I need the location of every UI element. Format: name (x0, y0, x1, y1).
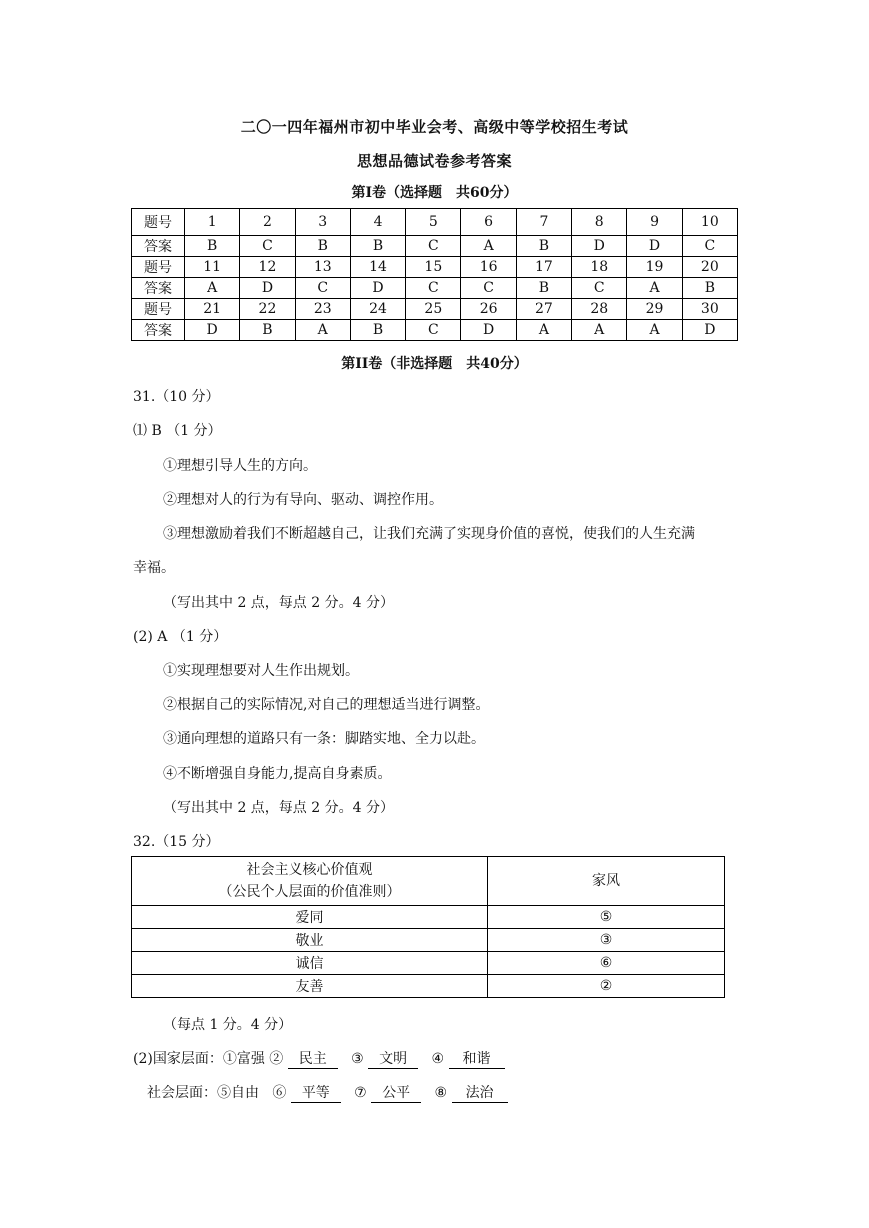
answer-table-row (132, 236, 738, 257)
answer-cell: A (461, 236, 516, 257)
answer-cell: A (516, 320, 571, 341)
choice-answer-table (131, 208, 738, 341)
family-style-cell: ⑥ (488, 952, 725, 975)
answer-table-row (132, 209, 738, 236)
q31-part1-answer: ⑴ B （1 分） (133, 423, 222, 439)
question-number-cell: 19 (627, 257, 682, 278)
question-number-cell: 28 (572, 299, 627, 320)
question-number-cell: 8 (572, 209, 627, 236)
q32-header: 32.（15 分） (133, 834, 220, 850)
answer-cell: B (185, 236, 240, 257)
answer-cell: B (295, 236, 350, 257)
question-number-cell: 27 (516, 299, 571, 320)
answer-table-row (132, 257, 738, 278)
answer-cell: D (682, 320, 737, 341)
q31-p1-item: 幸福。 (133, 560, 175, 576)
answer-cell: A (627, 320, 682, 341)
values-column-header: 社会主义核心价值观 （公民个人层面的价值准则） (132, 857, 488, 906)
answer-cell: C (461, 278, 516, 299)
answer-table-row (132, 299, 738, 320)
answer-cell: A (627, 278, 682, 299)
q32-society-level-line: 社会层面：⑤自由 ⑥ 平等 ⑦ 公平 ⑧ 法治 (147, 1082, 508, 1103)
answer-cell: B (350, 236, 405, 257)
question-number-cell: 12 (240, 257, 295, 278)
q31-p2-scoring-note: （写出其中 2 点，每点 2 分。4 分） (163, 800, 394, 816)
q31-p2-item: ①实现理想要对人生作出规划。 (163, 663, 359, 679)
answer-cell: D (350, 278, 405, 299)
answer-cell: C (240, 236, 295, 257)
row-label-cell: 答案 (132, 236, 185, 257)
question-number-cell: 3 (295, 209, 350, 236)
q31-p1-item: ③理想激励着我们不断超越自己，让我们充满了实现身价值的喜悦，使我们的人生充满 (163, 526, 695, 542)
question-number-cell: 13 (295, 257, 350, 278)
answer-cell: B (350, 320, 405, 341)
question-number-cell: 10 (682, 209, 737, 236)
row-label-cell: 题号 (132, 209, 185, 236)
value-cell: 敬业 (132, 929, 488, 952)
row-label-cell: 题号 (132, 299, 185, 320)
q31-p2-item: ③通向理想的道路只有一条：脚踏实地、全力以赴。 (163, 731, 485, 747)
q32-scoring-note: （每点 1 分。4 分） (163, 1017, 293, 1033)
answer-blank: 民主 (288, 1048, 338, 1069)
family-style-cell: ③ (488, 929, 725, 952)
answer-cell: C (406, 320, 461, 341)
answer-cell: A (185, 278, 240, 299)
question-number-cell: 16 (461, 257, 516, 278)
value-cell: 诚信 (132, 952, 488, 975)
question-number-cell: 7 (516, 209, 571, 236)
question-number-cell: 6 (461, 209, 516, 236)
row-label-cell: 答案 (132, 320, 185, 341)
question-number-cell: 23 (295, 299, 350, 320)
family-style-column-header: 家风 (488, 857, 725, 906)
question-number-cell: 14 (350, 257, 405, 278)
answer-cell: D (185, 320, 240, 341)
answer-blank: 平等 (291, 1082, 341, 1103)
question-number-cell: 2 (240, 209, 295, 236)
answer-cell: C (572, 278, 627, 299)
question-number-cell: 4 (350, 209, 405, 236)
q31-p1-item: ①理想引导人生的方向。 (163, 458, 317, 474)
answer-cell: D (240, 278, 295, 299)
question-number-cell: 9 (627, 209, 682, 236)
question-number-cell: 24 (350, 299, 405, 320)
answer-cell: C (406, 278, 461, 299)
country-level-label: (2)国家层面：①富强 (133, 1051, 265, 1067)
question-number-cell: 18 (572, 257, 627, 278)
q31-p2-item: ②根据自己的实际情况,对自己的理想适当进行调整。 (163, 697, 490, 713)
answer-cell: B (682, 278, 737, 299)
q31-part2-answer: (2) A （1 分） (133, 629, 228, 645)
q31-header: 31.（10 分） (133, 389, 220, 405)
question-number-cell: 5 (406, 209, 461, 236)
question-number-cell: 22 (240, 299, 295, 320)
answer-cell: B (516, 236, 571, 257)
family-style-cell: ⑤ (488, 906, 725, 929)
document-title: 二〇一四年福州市初中毕业会考、高级中等学校招生考试 (240, 118, 629, 136)
answer-cell: A (572, 320, 627, 341)
answer-cell: D (627, 236, 682, 257)
answer-cell: B (516, 278, 571, 299)
document-subtitle: 思想品德试卷参考答案 (356, 152, 512, 170)
answer-blank: 公平 (371, 1082, 421, 1103)
q31-p1-item: ②理想对人的行为有导向、驱动、调控作用。 (163, 492, 443, 508)
q32-country-level-line: (2)国家层面：①富强 ② 民主 ③ 文明 ④ 和谐 (133, 1048, 505, 1069)
answer-cell: D (461, 320, 516, 341)
question-number-cell: 20 (682, 257, 737, 278)
q31-p1-scoring-note: （写出其中 2 点，每点 2 分。4 分） (163, 595, 394, 611)
row-label-cell: 题号 (132, 257, 185, 278)
answer-cell: A (295, 320, 350, 341)
q31-p2-item: ④不断增强自身能力,提高自身素质。 (163, 766, 392, 782)
answer-cell: C (682, 236, 737, 257)
question-number-cell: 17 (516, 257, 571, 278)
question-number-cell: 25 (406, 299, 461, 320)
answer-cell: C (406, 236, 461, 257)
question-number-cell: 29 (627, 299, 682, 320)
question-number-cell: 30 (682, 299, 737, 320)
part1-title: 第Ⅰ卷（选择题 共60分） (351, 185, 518, 201)
family-style-cell: ② (488, 975, 725, 998)
question-number-cell: 26 (461, 299, 516, 320)
question-number-cell: 1 (185, 209, 240, 236)
value-cell: 爱同 (132, 906, 488, 929)
answer-blank: 和谐 (449, 1048, 505, 1069)
answer-cell: C (295, 278, 350, 299)
answer-table-row (132, 320, 738, 341)
question-number-cell: 21 (185, 299, 240, 320)
society-level-label: 社会层面：⑤自由 (147, 1085, 259, 1101)
answer-blank: 法治 (452, 1082, 508, 1103)
core-values-table (131, 856, 725, 998)
question-number-cell: 11 (185, 257, 240, 278)
answer-blank: 文明 (368, 1048, 418, 1069)
question-number-cell: 15 (406, 257, 461, 278)
value-cell: 友善 (132, 975, 488, 998)
answer-table-row (132, 278, 738, 299)
part2-title: 第II卷（非选择题 共40分） (341, 356, 528, 372)
answer-cell: D (572, 236, 627, 257)
row-label-cell: 答案 (132, 278, 185, 299)
answer-cell: B (240, 320, 295, 341)
